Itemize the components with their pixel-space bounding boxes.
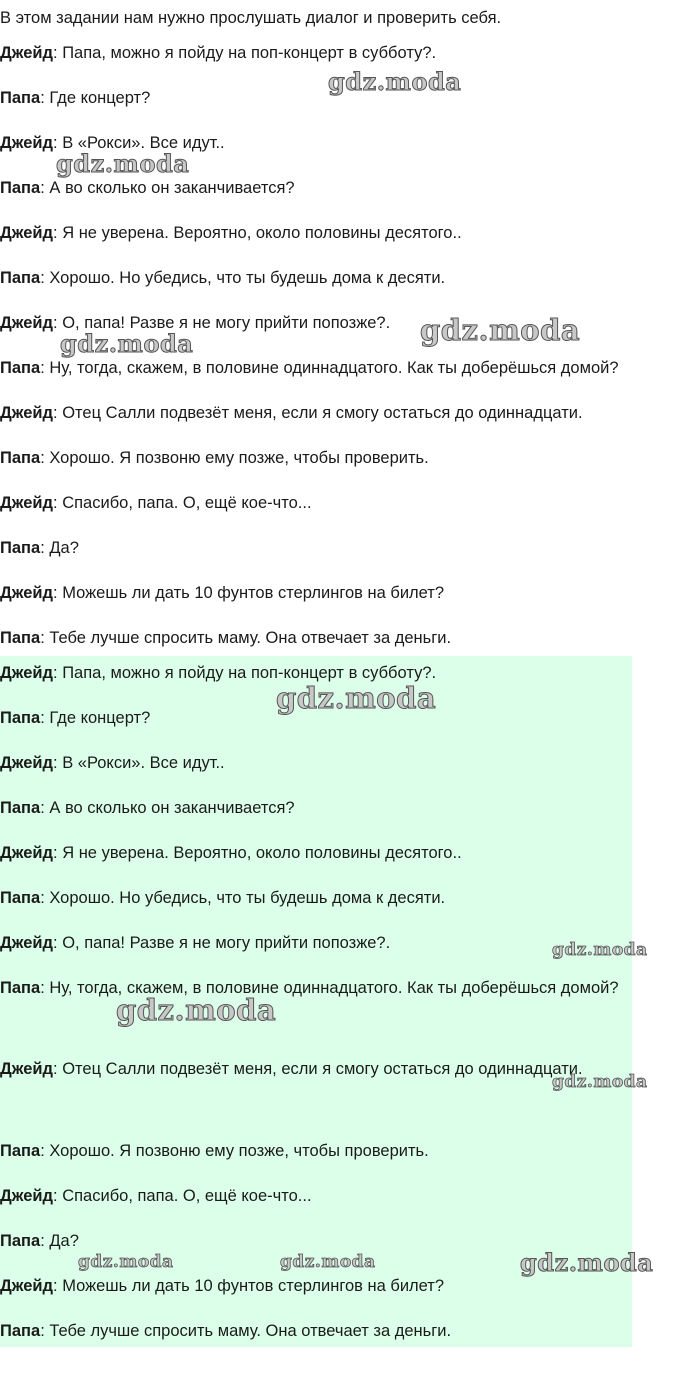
speaker-name: Папа [0,269,41,287]
dialog-line [0,933,390,953]
speaker-name: Папа [0,1142,41,1160]
line-text: : Хорошо. Но убедись, что ты будешь дома к десяти. [40,889,446,907]
dialog-line [0,223,462,243]
speaker-name: Джейд [0,404,54,422]
line-text: : Да? [40,1232,79,1250]
watermark: gdz.moda [280,1252,376,1272]
speaker-name: Папа [0,629,41,647]
line-text: : Хорошо. Я позвоню ему позже, чтобы проверить. [40,449,429,467]
dialog-line [0,403,583,423]
dialog-line [0,888,445,908]
dialog-line [0,583,444,603]
line-text: : Да? [40,539,79,557]
dialog-line [0,753,225,773]
speaker-name: Джейд [0,44,54,62]
line-text: : Где концерт? [40,709,151,727]
watermark: gdz.moda [328,67,462,96]
line-text: : О, папа! Разве я не могу прийти попозже?. [53,934,391,952]
watermark: gdz.moda [60,329,194,358]
line-text: : Где концерт? [40,89,151,107]
dialog-line [0,1321,451,1341]
dialog-line [0,448,429,468]
speaker-name: Папа [0,359,41,377]
speaker-name: Джейд [0,314,54,332]
line-text: : Папа, можно я пойду на поп-концерт в субботу?. [53,664,437,682]
dialog-line [0,843,462,863]
dialog-line [0,43,436,63]
dialog-line [0,1141,429,1161]
dialog-line [0,1276,444,1296]
line-text: : Ну, тогда, скажем, в половине одиннадцатого. Как ты доберёшься домой? [40,359,619,377]
line-text: : Я не уверена. Вероятно, около половины десятого.. [53,224,462,242]
line-text: : Папа, можно я пойду на поп-концерт в субботу?. [53,44,437,62]
watermark: gdz.moda [116,993,277,1027]
dialog-line [0,358,619,378]
speaker-name: Папа [0,709,41,727]
dialog-line [0,268,445,288]
line-text: : Отец Салли подвезёт меня, если я смогу остаться до одиннадцати. [53,1060,583,1078]
speaker-name: Джейд [0,1060,54,1078]
dialog-line [0,628,451,648]
speaker-name: Папа [0,1322,41,1340]
speaker-name: Джейд [0,934,54,952]
speaker-name: Джейд [0,1277,54,1295]
speaker-name: Джейд [0,754,54,772]
line-text: : Спасибо, папа. О, ещё кое-что... [53,1187,312,1205]
line-text: : В «Рокси». Все идут.. [53,134,225,152]
watermark: gdz.moda [520,1248,654,1277]
dialog-line [0,1231,79,1251]
line-text: : Тебе лучше спросить маму. Она отвечает за деньги. [40,629,452,647]
speaker-name: Джейд [0,664,54,682]
dialog-line [0,1186,312,1206]
speaker-name: Папа [0,979,41,997]
line-text: : Я не уверена. Вероятно, около половины десятого.. [53,844,462,862]
speaker-name: Папа [0,89,41,107]
line-text: : Тебе лучше спросить маму. Она отвечает за деньги. [40,1322,452,1340]
dialog-line [0,1051,630,1087]
line-text: : О, папа! Разве я не могу прийти попозже?. [53,314,391,332]
speaker-name: Папа [0,449,41,467]
dialog-line [0,970,630,1006]
speaker-name: Папа [0,1232,41,1250]
watermark: gdz.moda [78,1252,174,1272]
speaker-name: Джейд [0,1187,54,1205]
watermark: gdz.moda [276,681,437,715]
dialog-line [0,798,295,818]
dialog-line [0,538,79,558]
line-text: : Отец Салли подвезёт меня, если я смогу остаться до одиннадцати. [53,404,583,422]
watermark: gdz.moda [552,1072,648,1092]
line-text: : Можешь ли дать 10 фунтов стерлингов на билет? [53,1277,445,1295]
speaker-name: Папа [0,179,41,197]
dialog-line [0,708,150,728]
dialog-line [0,313,390,333]
line-text: : Можешь ли дать 10 фунтов стерлингов на билет? [53,584,445,602]
watermark: gdz.moda [56,149,190,178]
line-text: : А во сколько он заканчивается? [40,179,295,197]
line-text: : А во сколько он заканчивается? [40,799,295,817]
watermark: gdz.moda [552,940,648,960]
line-text: : Хорошо. Но убедись, что ты будешь дома к десяти. [40,269,446,287]
speaker-name: Джейд [0,584,54,602]
dialog-line [0,663,436,683]
speaker-name: Джейд [0,134,54,152]
speaker-name: Папа [0,889,41,907]
line-text: : Ну, тогда, скажем, в половине одиннадцатого. Как ты доберёшься домой? [40,979,619,997]
line-text: : В «Рокси». Все идут.. [53,754,225,772]
dialog-line [0,178,295,198]
speaker-name: Папа [0,799,41,817]
speaker-name: Папа [0,539,41,557]
watermark: gdz.moda [420,313,581,347]
speaker-name: Джейд [0,844,54,862]
speaker-name: Джейд [0,494,54,512]
speaker-name: Джейд [0,224,54,242]
line-text: : Хорошо. Я позвоню ему позже, чтобы проверить. [40,1142,429,1160]
intro-text: В этом задании нам нужно прослушать диалог и проверить себя. [0,9,502,27]
line-text: : Спасибо, папа. О, ещё кое-что... [53,494,312,512]
dialog-line [0,493,312,513]
dialog-line [0,88,150,108]
